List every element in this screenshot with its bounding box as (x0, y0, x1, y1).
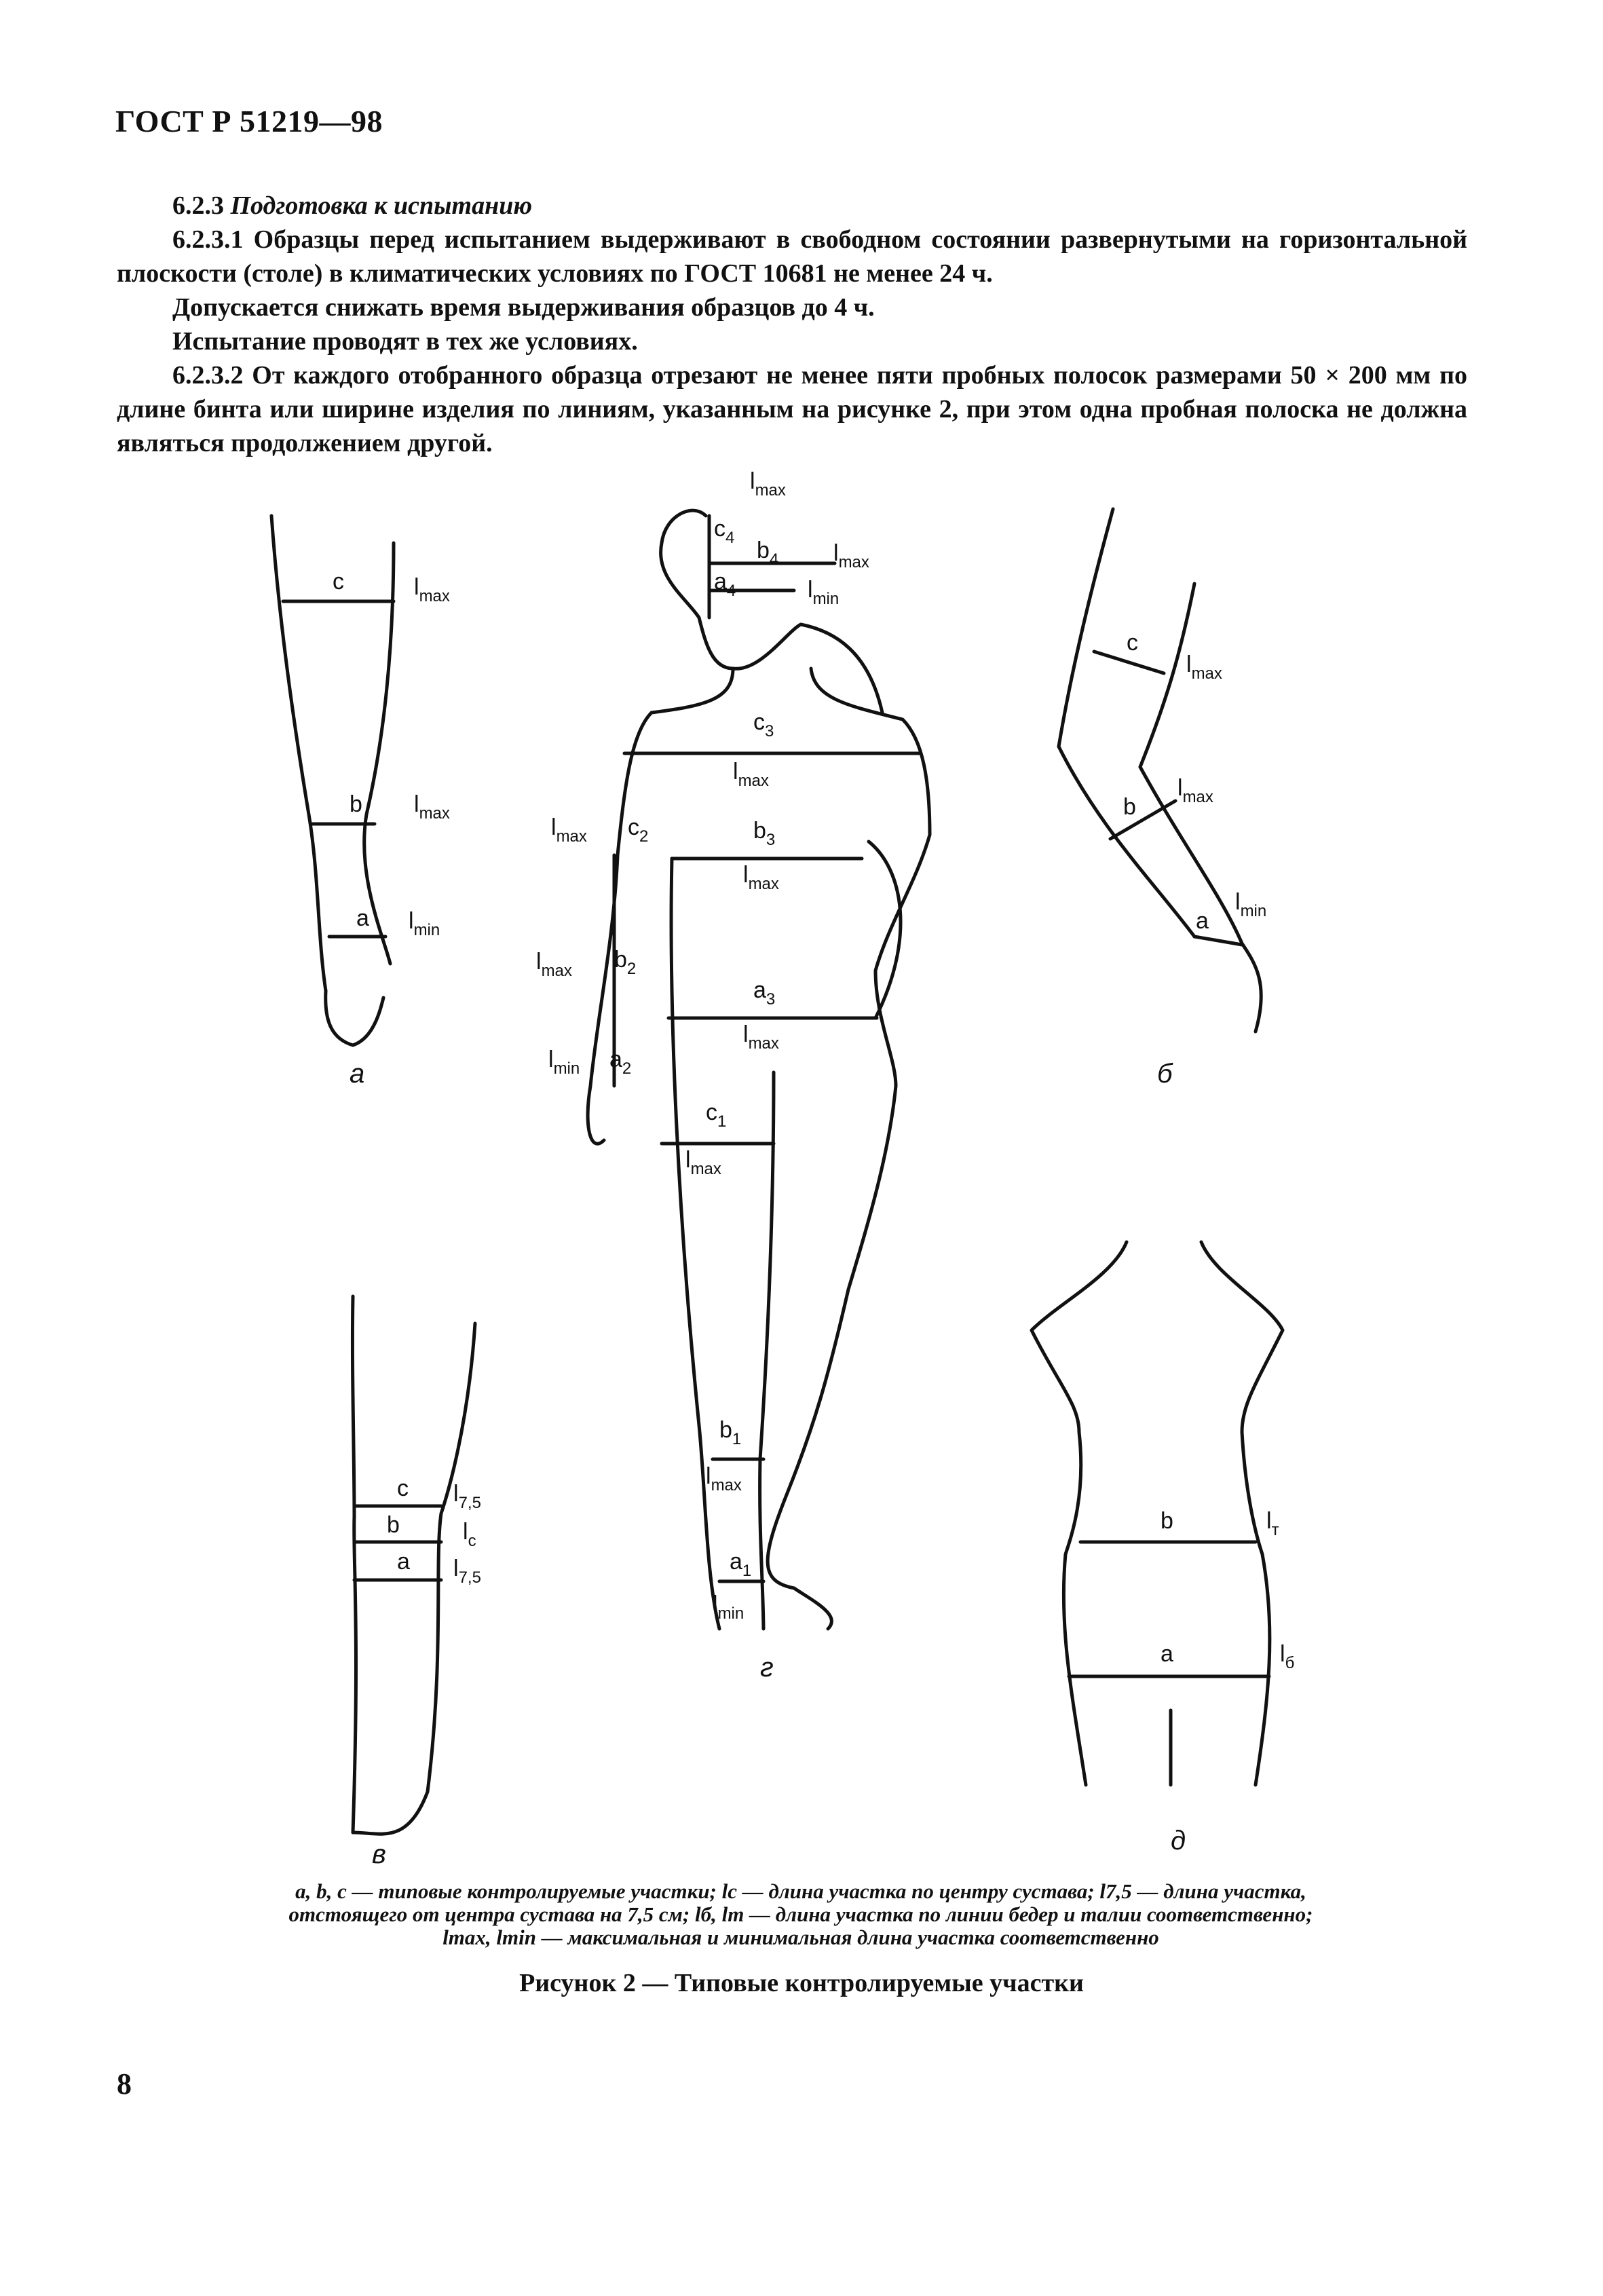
label-a: a (714, 569, 727, 595)
label-l-max (1186, 652, 1222, 683)
label-l-max (551, 814, 587, 846)
label-max: max (541, 962, 572, 980)
label-a: a (356, 905, 369, 931)
label-max: max (748, 875, 779, 893)
label-min: min (413, 921, 440, 939)
label-max: max (690, 1160, 721, 1178)
panel-label-b: б (1157, 1059, 1173, 1089)
label-c: c (397, 1475, 409, 1501)
label-max: max (838, 553, 869, 571)
label-c-sub: с (468, 1532, 476, 1550)
label-c3 (753, 709, 774, 740)
label-l-max (833, 540, 869, 571)
label-l: l (743, 862, 749, 888)
label-t-sub: т (1271, 1521, 1279, 1539)
label-c1 (706, 1099, 726, 1131)
label-index-2: 2 (626, 960, 637, 978)
label-max: max (419, 804, 450, 823)
label-l-c (463, 1519, 476, 1550)
label-b: b (719, 1417, 732, 1443)
label-l-max (1177, 775, 1213, 806)
label-max: max (738, 772, 769, 790)
label-l: l (808, 577, 813, 603)
label-max: max (419, 587, 450, 605)
label-a: a (397, 1549, 410, 1575)
label-l-max (414, 791, 450, 823)
label-l-min (713, 1592, 744, 1623)
label-c4 (714, 516, 734, 547)
page-number: 8 (117, 2067, 132, 2101)
label-index-1: 1 (732, 1430, 742, 1448)
label-a3 (753, 977, 775, 1009)
label-l: l (833, 540, 839, 566)
label-l: l (685, 1147, 691, 1173)
label-min: min (812, 590, 840, 608)
label-index-3: 3 (765, 722, 774, 740)
label-index-3: 3 (766, 831, 776, 849)
label-l: l (1266, 1508, 1272, 1534)
label-index-1: 1 (717, 1112, 727, 1131)
label-min: min (1240, 902, 1267, 920)
label-min: min (717, 1604, 744, 1623)
label-l: l (713, 1592, 718, 1617)
paragraph: 6.2.3.2 От каждого отобранного образца отрезают не менее пяти пробных полосок размерами 50 × 200 мм по длине бинта или ширине изделия по линиям, указанным на рисунке 2, при этом одна пробная полоска не должна являться продолжением другой. (117, 361, 1467, 457)
label-a1 (730, 1549, 751, 1580)
figure-caption: Рисунок 2 — Типовые контролируемые участки (519, 1969, 1084, 1997)
panel-label-g: г (760, 1653, 774, 1682)
label-l-max (685, 1147, 721, 1178)
label-b: b (350, 791, 362, 817)
label-c: c (714, 516, 725, 542)
label-c: c (628, 814, 639, 840)
label-index-4: 4 (769, 550, 779, 569)
label-l-min (409, 908, 440, 939)
label-b: b (1161, 1508, 1173, 1534)
panel-label-d: д (1171, 1826, 1186, 1856)
label-b: b (614, 947, 627, 973)
label-l: l (414, 574, 419, 600)
label-max: max (556, 827, 587, 846)
label-l-min (1235, 889, 1266, 920)
label-index-2: 2 (639, 827, 649, 846)
leg-diagram-a (271, 516, 394, 1045)
label-l: l (463, 1519, 468, 1545)
paragraph: 6.2.3.1 Образцы перед испытанием выдерживают в свободном состоянии развернутыми на горизонтальной плоскости (столе) в климатических условиях по ГОСТ 10681 не менее 24 ч. (117, 225, 1467, 288)
label-b: b (1123, 794, 1136, 820)
label-l-max (414, 574, 450, 605)
label-a: a (609, 1047, 622, 1072)
label-l-t (1266, 1508, 1279, 1539)
label-l: l (453, 1481, 459, 1507)
label-l-7-5 (453, 1481, 481, 1512)
label-l: l (706, 1463, 711, 1489)
label-l: l (750, 468, 755, 494)
label-l: l (414, 791, 419, 817)
label-index-2: 2 (622, 1059, 632, 1078)
label-b-sub: б (1285, 1654, 1295, 1672)
label-l-max (733, 759, 769, 790)
label-c: c (706, 1099, 717, 1125)
label-max: max (1191, 664, 1222, 683)
label-7-5: 7,5 (458, 1568, 481, 1587)
torso-diagram-d (1032, 1242, 1283, 1785)
label-l: l (1280, 1641, 1285, 1667)
label-index-3: 3 (766, 990, 776, 1009)
label-l-max (750, 468, 786, 500)
label-c: c (1127, 630, 1138, 656)
label-c: c (753, 709, 765, 735)
label-l: l (743, 1021, 749, 1047)
label-a: a (730, 1549, 742, 1575)
label-a: a (1161, 1641, 1173, 1667)
page-header: ГОСТ Р 51219—98 (115, 104, 383, 138)
label-b: b (387, 1512, 400, 1538)
label-l-max (536, 949, 572, 980)
label-7-5: 7,5 (458, 1494, 481, 1512)
label-a4 (714, 569, 736, 600)
section-title: Подготовка к испытанию (230, 191, 533, 220)
label-l: l (733, 759, 738, 785)
label-l: l (536, 949, 542, 975)
label-max: max (748, 1034, 779, 1053)
label-a: a (1196, 908, 1209, 934)
label-l: l (1235, 889, 1241, 915)
paragraph: Допускается снижать время выдерживания образцов до 4 ч. (172, 293, 875, 322)
label-index-4: 4 (725, 529, 735, 547)
label-a: a (753, 977, 766, 1003)
label-min: min (553, 1059, 580, 1078)
label-l: l (409, 908, 414, 934)
label-b1 (719, 1417, 741, 1448)
label-l: l (453, 1556, 459, 1581)
label-l-min (808, 577, 839, 608)
panel-label-a: а (350, 1059, 365, 1089)
label-index-4: 4 (726, 582, 736, 600)
label-l: l (551, 814, 557, 840)
label-l-min (548, 1047, 580, 1078)
section-number: 6.2.3 (172, 191, 224, 220)
label-max: max (1182, 788, 1213, 806)
paragraph: Испытание проводят в тех же условиях. (172, 327, 638, 356)
label-c2 (628, 814, 648, 846)
label-max: max (711, 1476, 742, 1494)
body-diagram-g (588, 510, 930, 1629)
label-l: l (1177, 775, 1183, 801)
label-l-7-5 (453, 1556, 481, 1587)
label-index-1: 1 (742, 1562, 752, 1580)
label-l-max (706, 1463, 742, 1494)
label-b: b (753, 818, 766, 844)
label-max: max (755, 481, 786, 500)
label-l-b (1280, 1641, 1294, 1672)
label-l-max (743, 1021, 779, 1053)
figure-legend: a, b, c — типовые контролируемые участки; lс — длина участка по центру сустава; l7,5 — длина участка, отстоящего от центра сустава на 7,5 см; lб, lт — длина участка по линии бедер и талии соответственно; lmax, lmin — максимальная и минимальная длина участка соответственно (288, 1879, 1313, 1949)
label-l-max (743, 862, 779, 893)
arm-diagram-b (1059, 509, 1261, 1032)
panel-label-v: в (372, 1839, 386, 1869)
label-l: l (548, 1047, 554, 1072)
label-l: l (1186, 652, 1192, 677)
label-b2 (614, 947, 636, 978)
label-b: b (757, 538, 770, 563)
label-b3 (753, 818, 775, 849)
label-c: c (333, 569, 344, 595)
